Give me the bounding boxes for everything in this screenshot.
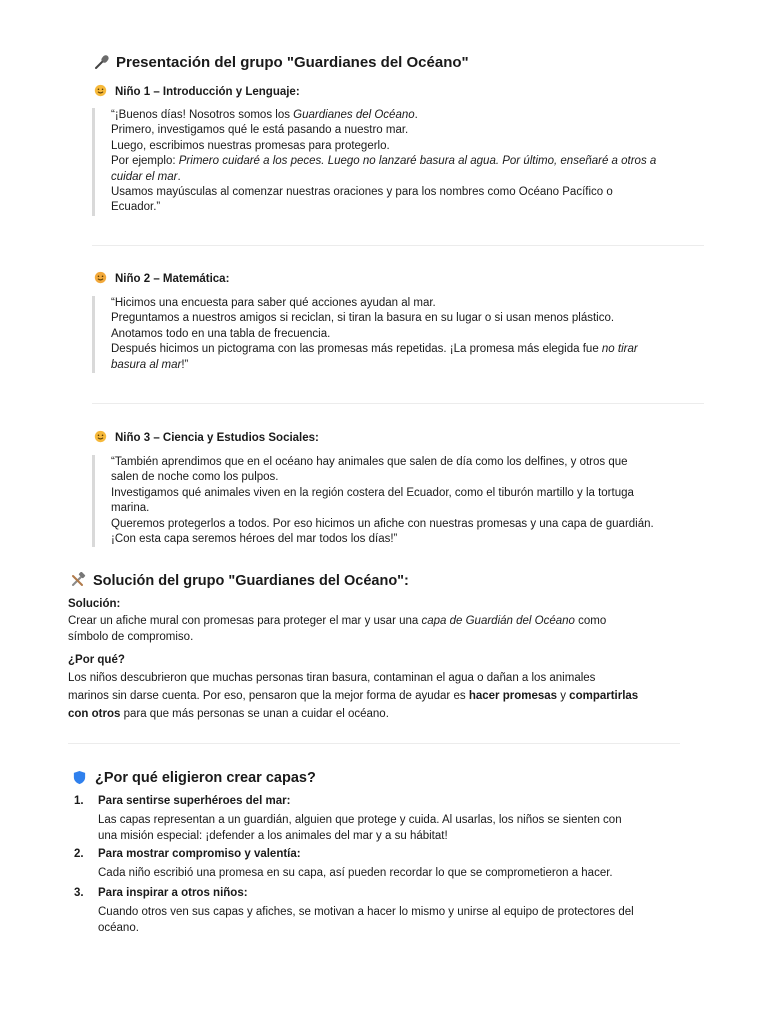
- text-line: [68, 629, 708, 645]
- student-heading: [94, 84, 300, 98]
- text-segment: no tirar: [601, 343, 638, 356]
- text-segment: marina.: [111, 502, 150, 515]
- text-line: [68, 613, 708, 629]
- list-item-number: 2.: [74, 848, 84, 860]
- text-segment: para que más personas se unan a cuidar el océano.: [120, 708, 389, 720]
- capes-reasons-list: [74, 795, 714, 945]
- list-item-title: Para mostrar compromiso y valentía:: [98, 848, 301, 860]
- text-segment: .: [177, 170, 181, 183]
- text-segment: como: [574, 615, 607, 627]
- section-presentation-title: Presentación del grupo "Guardianes del Océano": [94, 54, 469, 71]
- text-line: [111, 154, 711, 169]
- divider: [68, 743, 680, 744]
- text-line: Cuando otros ven sus capas y afiches, se motivan a hacer lo mismo y unirse al equipo de protectores del: [98, 906, 634, 918]
- text-line: [111, 123, 711, 138]
- text-line: océano.: [98, 922, 139, 934]
- shield-icon: [72, 770, 87, 785]
- text-segment: compartirlas: [569, 690, 639, 702]
- student-heading-text: Niño 1 – Introducción y Lenguaje:: [115, 86, 300, 98]
- student-quote: [92, 455, 711, 547]
- text-line: [68, 669, 708, 687]
- text-segment: Guardianes del Océano: [293, 109, 415, 121]
- text-segment: “¡Buenos días! Nosotros somos los: [111, 109, 294, 121]
- text-segment: Queremos protegerlos a todos. Por eso hicimos un afiche con nuestras promesas y una capa de guardián.: [111, 517, 654, 530]
- list-item-description: [98, 904, 698, 936]
- student-quote: [92, 296, 711, 373]
- text-segment: símbolo de compromiso.: [68, 631, 194, 643]
- student-heading-text: Niño 2 – Matemática:: [115, 273, 230, 285]
- happy-face-icon: [94, 430, 107, 443]
- text-segment: Crear un afiche mural con promesas para proteger el mar y usar una: [68, 615, 422, 627]
- text-line: [111, 108, 711, 123]
- text-line: Cada niño escribió una promesa en su capa, así pueden recordar lo que se comprometieron a hacer.: [98, 867, 613, 879]
- text-line: [111, 517, 711, 532]
- section-solution-title: Solución del grupo "Guardianes del Océano":: [70, 572, 409, 589]
- text-segment: Por ejemplo:: [111, 155, 179, 168]
- text-segment: Ecuador.”: [111, 201, 161, 214]
- text-line: [111, 501, 711, 516]
- text-line: [111, 139, 711, 154]
- text-segment: cuidar el mar: [111, 170, 178, 183]
- text-segment: y: [557, 690, 570, 702]
- text-segment: “También aprendimos que en el océano hay animales que salen de día como los delfines, y otros que: [111, 456, 628, 468]
- divider: [92, 403, 704, 404]
- why-label: ¿Por qué?: [68, 654, 125, 666]
- text-segment: !”: [181, 358, 189, 371]
- divider: [92, 245, 704, 246]
- text-segment: ¡Con esta capa seremos héroes del mar todos los días!”: [111, 533, 398, 546]
- thinking-face-icon: [94, 271, 107, 284]
- text-segment: marinos sin darse cuenta. Por eso, pensaron que la mejor forma de ayudar es: [68, 690, 469, 702]
- text-line: [111, 455, 711, 470]
- solution-label: Solución:: [68, 598, 121, 610]
- text-line: [68, 687, 708, 705]
- list-item-description: [98, 812, 698, 844]
- text-segment: Investigamos qué animales viven en la región costera del Ecuador, como el tiburón martillo y la tortuga: [111, 486, 634, 499]
- solution-text: [68, 613, 708, 645]
- text-line: [111, 296, 711, 311]
- text-segment: con otros: [68, 708, 121, 720]
- text-line: [68, 705, 708, 723]
- text-segment: basura al mar: [111, 358, 182, 371]
- list-item-description: [98, 865, 698, 881]
- text-segment: Usamos mayúsculas al comenzar nuestras oraciones y para los nombres como Océano Pacífico o: [111, 186, 613, 199]
- list-item-title: Para sentirse superhéroes del mar:: [98, 795, 291, 807]
- text-line: [111, 532, 711, 547]
- text-segment: salen de noche como los pulpos.: [111, 471, 279, 484]
- text-segment: Los niños descubrieron que muchas personas tiran basura, contaminan el agua o dañan a los animales: [68, 672, 596, 684]
- list-item-title: Para inspirar a otros niños:: [98, 887, 248, 899]
- text-line: [111, 327, 711, 342]
- microphone-icon: [94, 54, 110, 70]
- list-item-number: 3.: [74, 887, 84, 899]
- text-line: [111, 185, 711, 200]
- text-line: [111, 358, 711, 373]
- text-segment: Primero, investigamos qué le está pasando a nuestro mar.: [111, 124, 409, 137]
- student-heading-text: Niño 3 – Ciencia y Estudios Sociales:: [115, 432, 319, 444]
- text-segment: .: [414, 109, 418, 121]
- text-segment: Después hicimos un pictograma con las promesas más repetidas. ¡La promesa más elegida fue: [111, 343, 602, 356]
- text-line: [111, 311, 711, 326]
- text-line: [111, 170, 711, 185]
- text-line: [111, 486, 711, 501]
- text-segment: Luego, escribimos nuestras promesas para protegerlo.: [111, 139, 390, 152]
- text-segment: hacer promesas: [468, 690, 558, 702]
- text-segment: Preguntamos a nuestros amigos si reciclan, si tiran la basura en su lugar o si usan menos plástico.: [111, 312, 615, 325]
- section-capes-title: ¿Por qué eligieron crear capas?: [72, 770, 316, 786]
- text-line: Las capas representan a un guardián, alguien que protege y cuida. Al usarlas, los niños se sienten con: [98, 814, 622, 826]
- smiling-face-icon: [94, 84, 107, 97]
- text-line: [111, 470, 711, 485]
- hammer-wrench-icon: [70, 572, 86, 588]
- text-line: [111, 342, 711, 357]
- text-segment: capa de Guardián del Océano: [421, 615, 575, 627]
- why-text: [68, 669, 708, 723]
- student-heading: [94, 271, 229, 285]
- student-heading: [94, 430, 319, 444]
- list-item-number: 1.: [74, 795, 84, 807]
- text-segment: Anotamos todo en una tabla de frecuencia.: [111, 327, 331, 340]
- text-line: una misión especial: ¡defender a los animales del mar y a su hábitat!: [98, 830, 448, 842]
- text-segment: Primero cuidaré a los peces. Luego no lanzaré basura al agua. Por último, enseñaré a otros a: [178, 155, 657, 168]
- text-segment: “Hicimos una encuesta para saber qué acciones ayudan al mar.: [111, 297, 436, 309]
- text-line: [111, 200, 711, 215]
- student-quote: [92, 108, 711, 216]
